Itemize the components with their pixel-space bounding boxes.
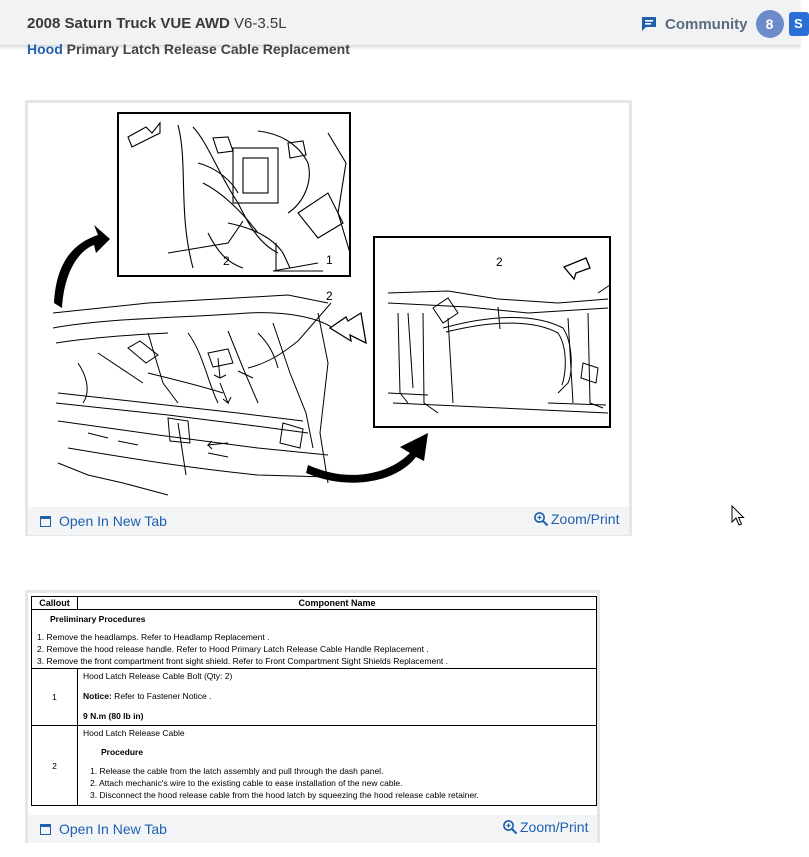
mouse-cursor-icon xyxy=(731,505,745,527)
table-row xyxy=(32,669,597,726)
open-in-new-tab-icon xyxy=(40,516,51,527)
open-in-new-tab-icon xyxy=(40,824,51,835)
title-rest: Primary Latch Release Cable Replacement xyxy=(62,41,350,57)
preliminary-step-2: 2. Remove the hood release handle. Refer to Hood Primary Latch Release Cable Handle Replacement . xyxy=(37,644,429,654)
callout-main-2: 2 xyxy=(326,289,333,303)
procedure-step-3: 3. Disconnect the hood release cable from the hood latch by squeezing the hood release cable retainer. xyxy=(90,790,479,800)
notice-label: Notice: xyxy=(83,691,112,701)
column-header-component-name: Component Name xyxy=(78,597,597,610)
procedure-step-2: 2. Attach mechanic's wire to the existing cable to ease installation of the new cable. xyxy=(90,778,403,788)
procedure-steps xyxy=(83,765,591,801)
title-link-hood[interactable]: Hood xyxy=(27,41,63,57)
callout-right-2: 2 xyxy=(496,255,503,269)
diagram-figure xyxy=(25,100,632,536)
figure1-open-new-tab-link[interactable] xyxy=(40,513,167,529)
callout-inset-1: 1 xyxy=(326,253,333,267)
procedure-step-1: 1. Release the cable from the latch assembly and pull through the dash panel. xyxy=(90,766,384,776)
table-header-row xyxy=(32,597,597,610)
preliminary-title: Preliminary Procedures xyxy=(50,614,146,624)
table-row-preliminary xyxy=(32,610,597,669)
notice-text: Refer to Fastener Notice . xyxy=(111,691,212,701)
left-block-arrow xyxy=(564,258,590,279)
preliminary-steps xyxy=(37,631,591,667)
hood-latch-diagram[interactable] xyxy=(28,103,629,507)
component-name-2: Hood Latch Release Cable xyxy=(83,728,185,738)
top-bar xyxy=(0,0,803,46)
vehicle-engine: V6-3.5L xyxy=(234,15,287,32)
table-row xyxy=(32,726,597,806)
figure1-footer xyxy=(28,507,629,535)
community-label: Community xyxy=(665,15,748,33)
component-cell-1 xyxy=(78,669,597,726)
notice-line xyxy=(83,690,591,702)
component-table-figure xyxy=(25,590,600,843)
curve-arrow-left xyxy=(54,225,110,308)
zoom-icon xyxy=(502,819,518,835)
procedure-title: Procedure xyxy=(101,747,144,757)
callout-2: 2 xyxy=(32,726,78,806)
component-cell-2 xyxy=(78,726,597,806)
open-new-tab-label: Open In New Tab xyxy=(59,513,167,529)
figure2-zoom-print-link[interactable] xyxy=(502,819,588,835)
vehicle-name: 2008 Saturn Truck VUE AWD xyxy=(27,15,230,32)
preliminary-step-1: 1. Remove the headlamps. Refer to Headlamp Replacement . xyxy=(37,632,270,642)
open-new-tab-label: Open In New Tab xyxy=(59,821,167,837)
vehicle-title xyxy=(27,15,287,32)
inset-latch-detail xyxy=(118,113,350,276)
column-header-callout: Callout xyxy=(32,597,78,610)
zoom-print-label: Zoom/Print xyxy=(551,511,620,527)
extra-button[interactable]: S xyxy=(789,12,809,36)
callout-inset-2: 2 xyxy=(223,254,230,268)
callout-1: 1 xyxy=(32,669,78,726)
main-engine-bay xyxy=(53,295,333,495)
zoom-print-label: Zoom/Print xyxy=(520,819,589,835)
preliminary-cell xyxy=(32,610,597,669)
page-title xyxy=(27,41,350,57)
figure2-footer xyxy=(28,815,597,843)
torque-spec: 9 N.m (80 lb in) xyxy=(83,711,144,721)
component-name-1: Hood Latch Release Cable Bolt (Qty: 2) xyxy=(83,671,233,681)
community-count-badge: 8 xyxy=(756,10,784,38)
community-button[interactable] xyxy=(640,10,784,38)
component-table xyxy=(31,596,597,806)
figure1-zoom-print-link[interactable] xyxy=(533,511,619,527)
direction-arrow xyxy=(330,313,366,343)
zoom-icon xyxy=(533,511,549,527)
figure2-open-new-tab-link[interactable] xyxy=(40,821,167,837)
chat-icon xyxy=(640,15,658,33)
preliminary-step-3: 3. Remove the front compartment front sight shield. Refer to Front Compartment Sight Shields Replacement . xyxy=(37,656,449,666)
